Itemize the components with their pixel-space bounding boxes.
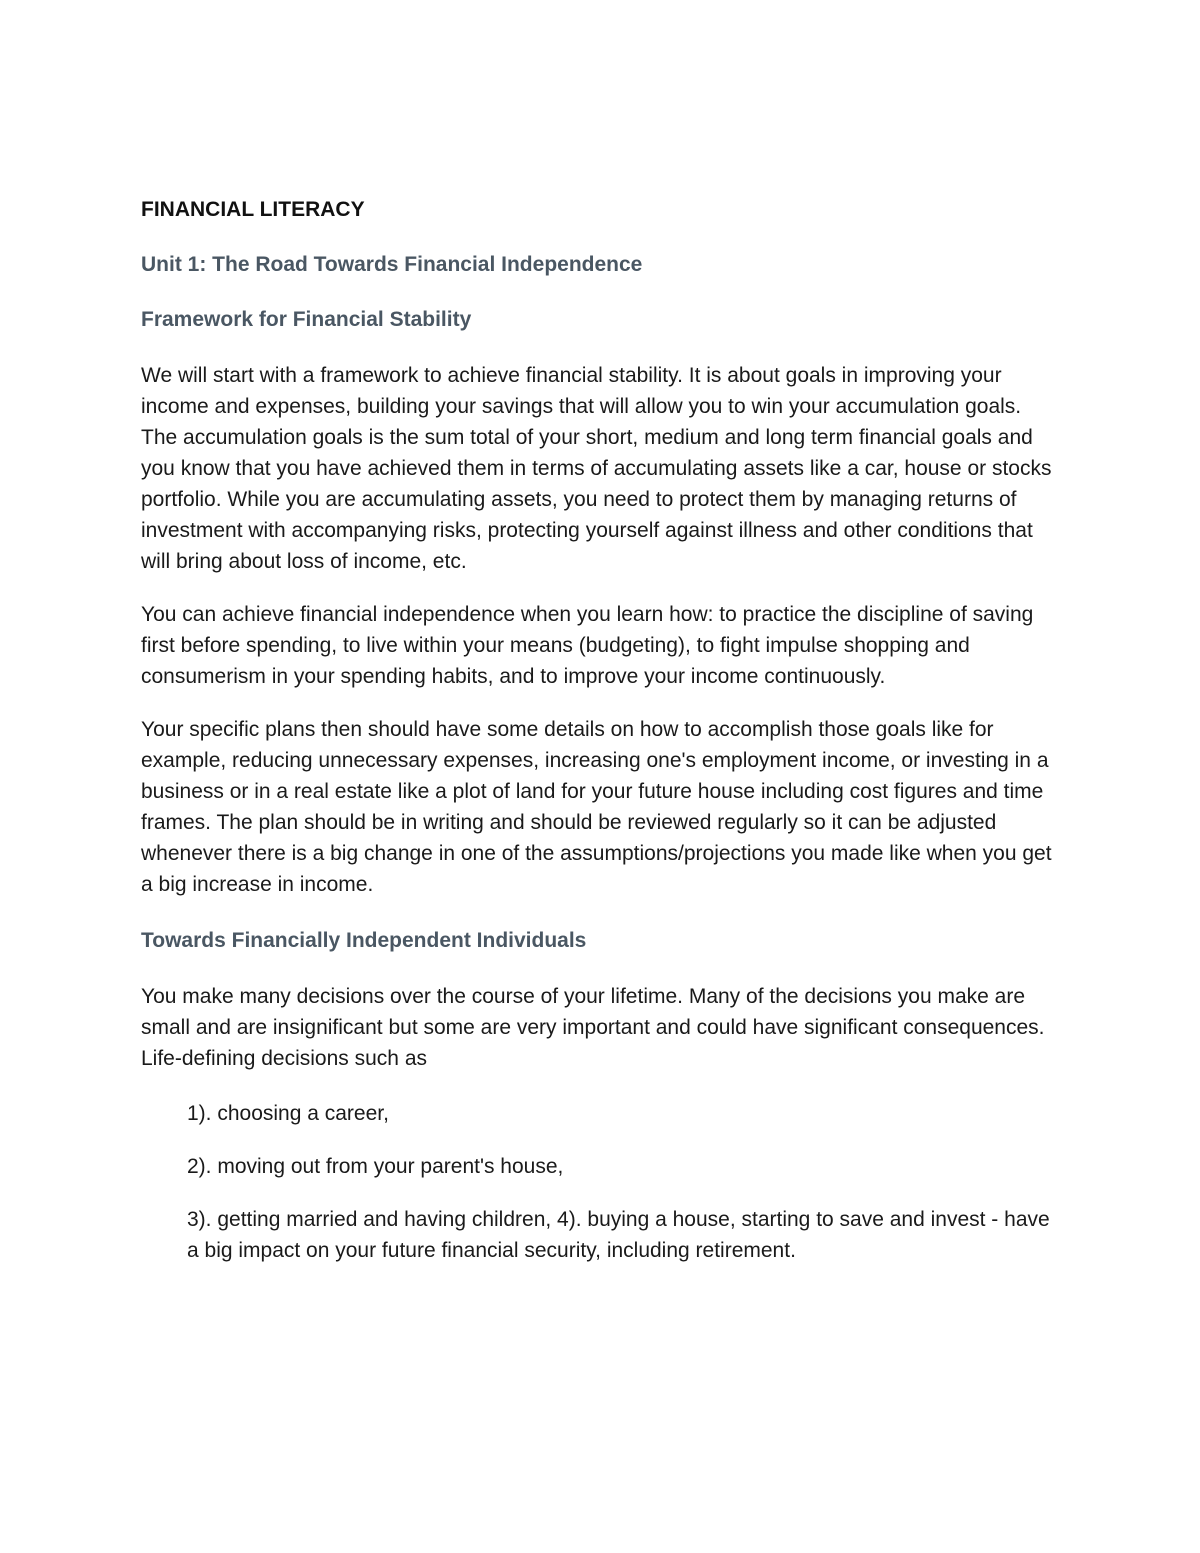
list-item: 2). moving out from your parent's house, [187, 1155, 564, 1178]
paragraph-financial-independence: You can achieve financial independence when you learn how: to practice the discipline of saving first before spending, to live within your means (budgeting), to fight impulse shopping and consumerism in your spending habits, and to improve your income continuously. [141, 603, 1034, 688]
list-item: 1). choosing a career, [187, 1102, 389, 1125]
section-heading-towards: Towards Financially Independent Individuals [141, 929, 587, 952]
paragraph-framework-intro: We will start with a framework to achieve financial stability. It is about goals in improving your income and expenses, building your savings that will allow you to win your accumulation goals. The accumulation goals is the sum total of your short, medium and long term financial goals and you know that you have achieved them in terms of accumulating assets like a car, house or stocks portfolio. While you are accumulating assets, you need to protect them by managing returns of investment with accompanying risks, protecting yourself against illness and other conditions that will bring about loss of income, etc. [141, 364, 1052, 573]
document-body [141, 196, 1061, 1266]
life-decisions-list [141, 1098, 1061, 1266]
paragraph-specific-plans: Your specific plans then should have some details on how to accomplish those goals like for example, reducing unnecessary expenses, increasing one's employment income, or investing in a business or in a real estate like a plot of land for your future house including cost figures and time frames. The plan should be in writing and should be reviewed regularly so it can be adjusted whenever there is a big change in one of the assumptions/projections you made like when you get a big increase in income. [141, 718, 1052, 896]
paragraph-decisions: You make many decisions over the course of your lifetime. Many of the decisions you make are small and are insignificant but some are very important and could have significant consequences. Life-defining decisions such as [141, 985, 1045, 1070]
document-title: FINANCIAL LITERACY [141, 198, 365, 221]
list-item: 3). getting married and having children, 4). buying a house, starting to save and invest - have a big impact on your future financial security, including retirement. [187, 1208, 1050, 1262]
section-heading-framework: Framework for Financial Stability [141, 308, 472, 331]
unit-heading: Unit 1: The Road Towards Financial Independence [141, 253, 643, 276]
